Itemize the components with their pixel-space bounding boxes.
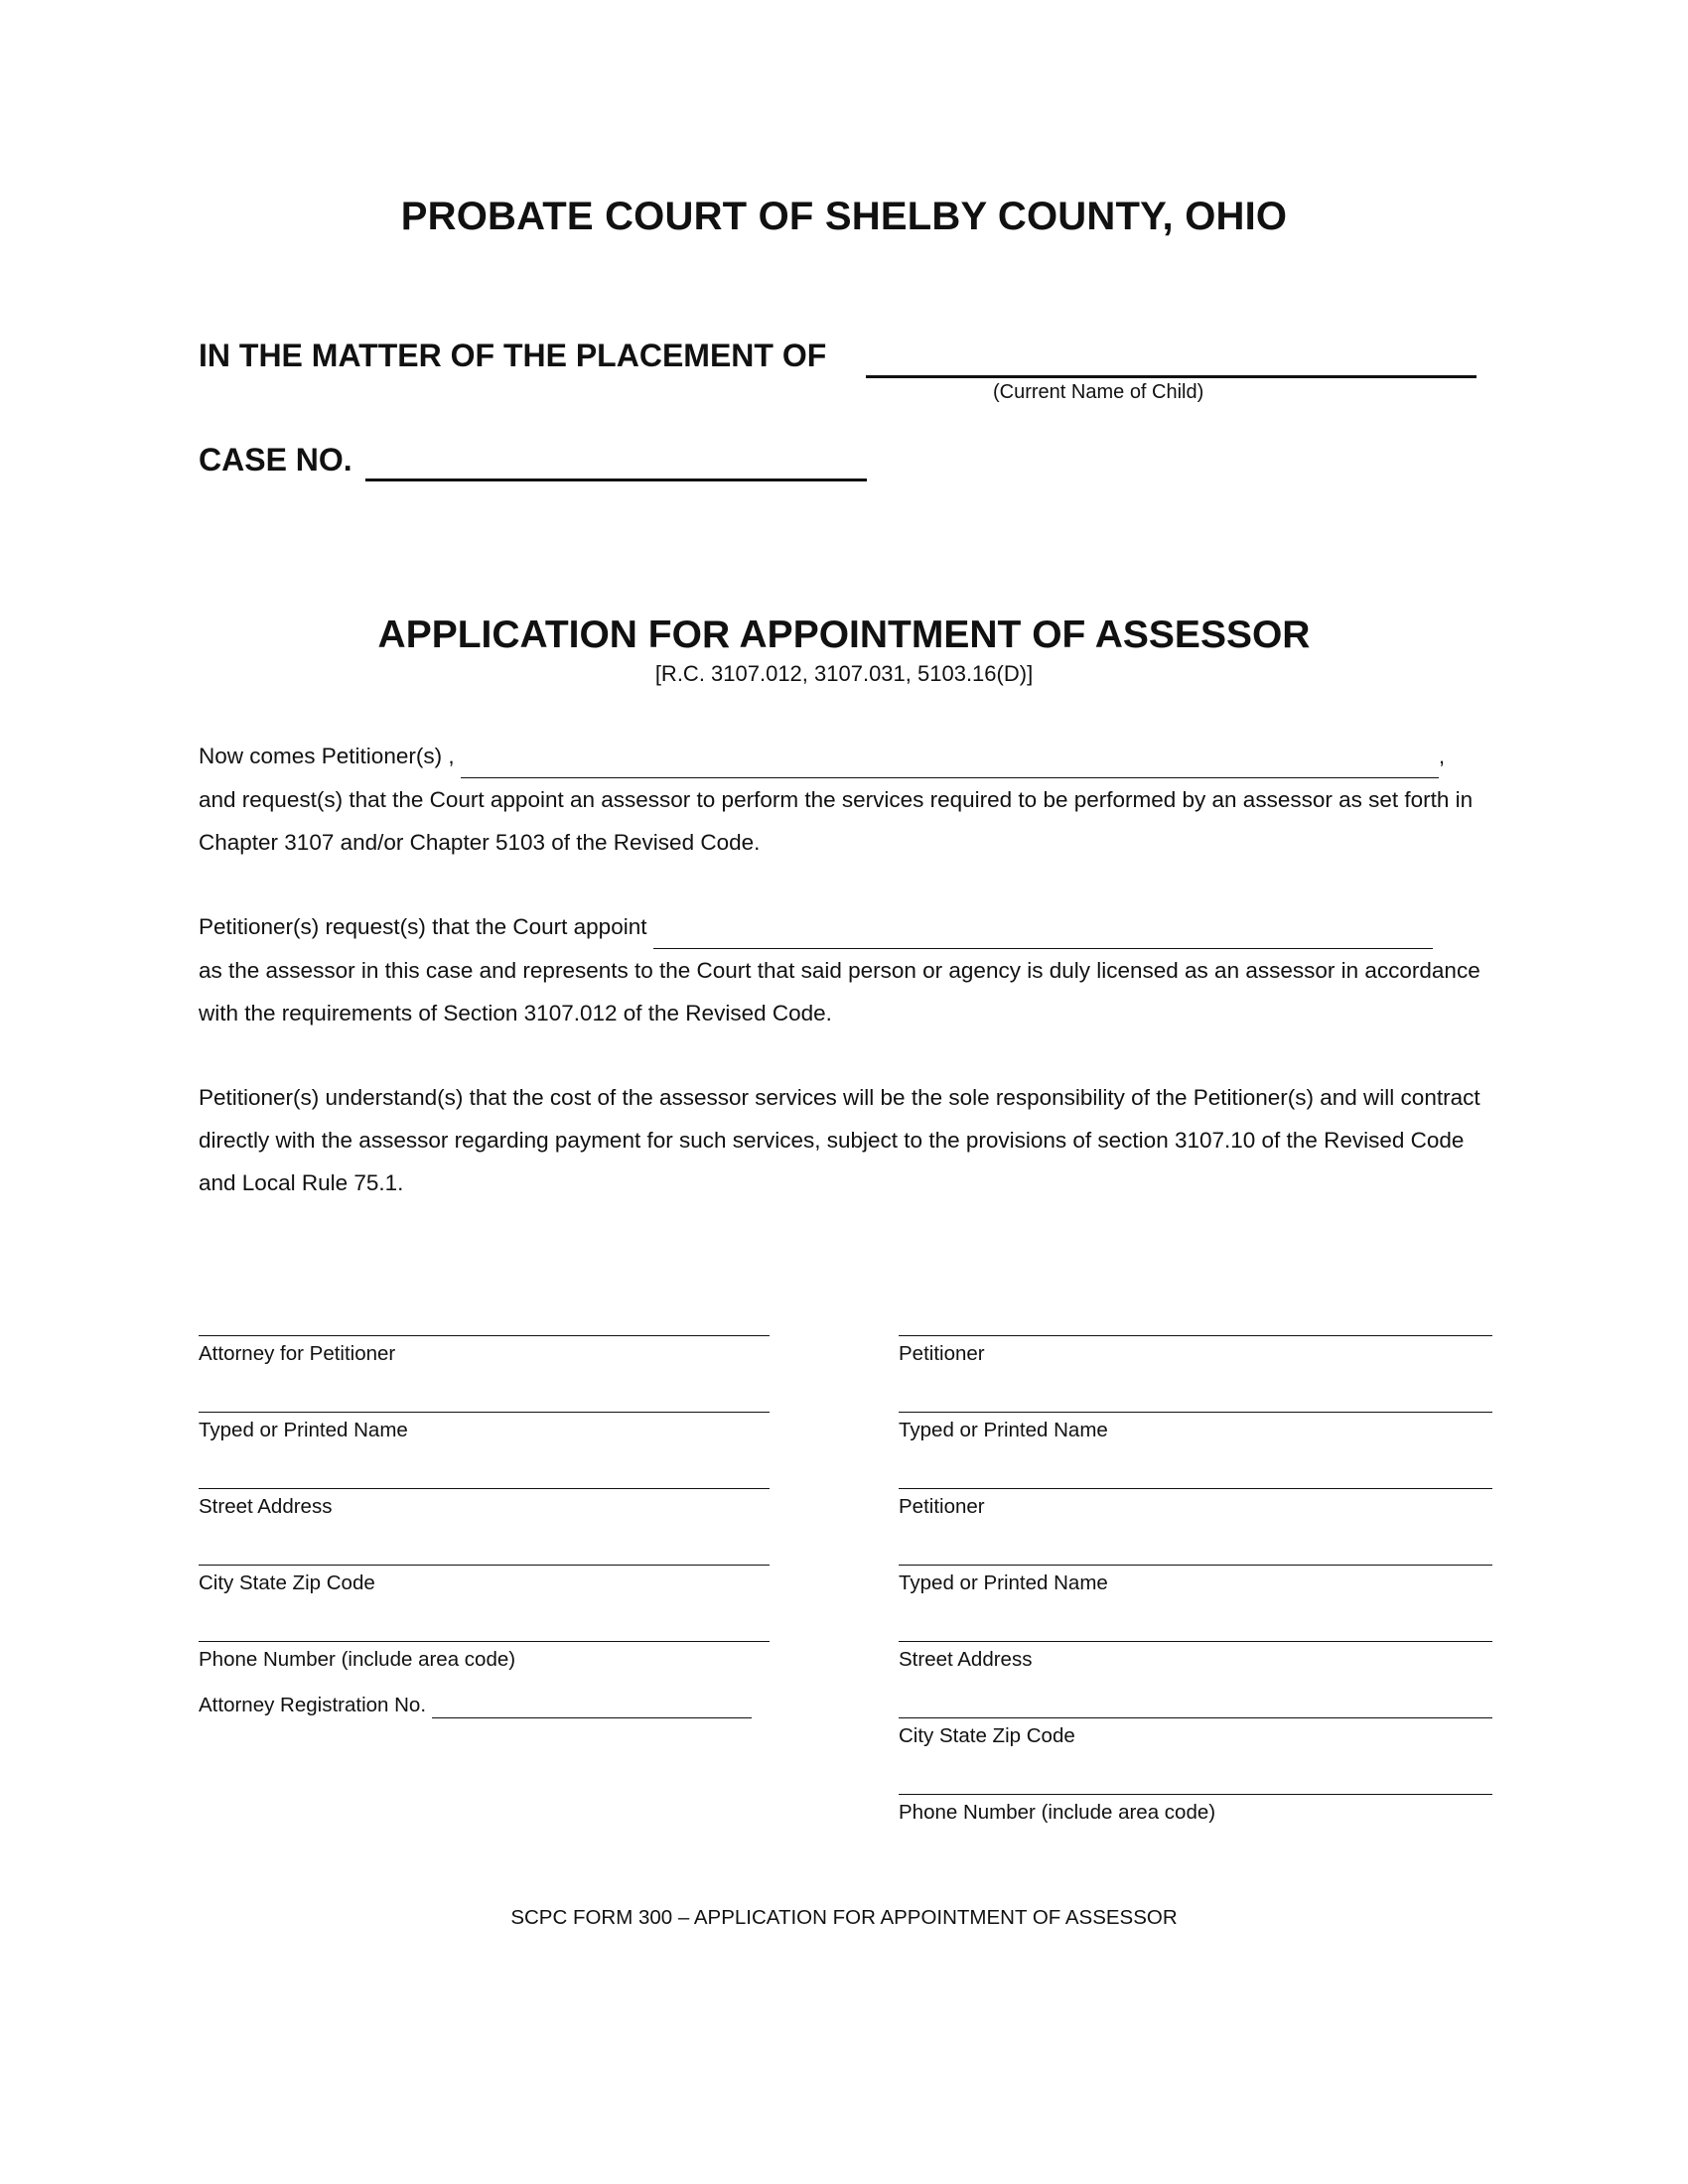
- p1-prefix: Now comes Petitioner(s) ,: [199, 744, 455, 768]
- attorney-signature-label: Attorney for Petitioner: [199, 1342, 396, 1365]
- petitioner-phone-label: Phone Number (include area code): [899, 1801, 1216, 1824]
- petitioner2-signature-line[interactable]: [899, 1488, 1492, 1489]
- form-footer: SCPC FORM 300 – APPLICATION FOR APPOINTMENT OF ASSESSOR: [510, 1906, 1178, 1929]
- petitioner-phone-line[interactable]: [899, 1794, 1492, 1795]
- attorney-city-label: City State Zip Code: [199, 1571, 375, 1594]
- petitioner1-signature-line[interactable]: [899, 1335, 1492, 1336]
- attorney-registration-field[interactable]: [432, 1694, 752, 1718]
- petitioner2-signature-label: Petitioner: [899, 1495, 985, 1518]
- case-number-field[interactable]: [365, 478, 867, 481]
- p1-suffix: ,: [1438, 744, 1446, 768]
- attorney-phone-line[interactable]: [199, 1641, 770, 1642]
- petitioner-city-label: City State Zip Code: [899, 1724, 1075, 1747]
- paragraph-appoint: [199, 905, 1499, 1034]
- child-name-caption: (Current Name of Child): [993, 381, 1204, 403]
- petitioner1-signature-label: Petitioner: [899, 1342, 985, 1365]
- signature-block-attorney: [199, 1335, 770, 1718]
- petitioner2-printed-name-line[interactable]: [899, 1565, 1492, 1566]
- matter-label: IN THE MATTER OF THE PLACEMENT OF: [199, 338, 827, 373]
- petitioner2-printed-name-label: Typed or Printed Name: [899, 1571, 1108, 1594]
- attorney-phone-label: Phone Number (include area code): [199, 1648, 516, 1671]
- attorney-printed-name-label: Typed or Printed Name: [199, 1419, 408, 1441]
- attorney-registration: [199, 1694, 770, 1718]
- petitioner1-printed-name-label: Typed or Printed Name: [899, 1419, 1108, 1441]
- case-number-label: CASE NO.: [199, 442, 352, 478]
- p2-rest: as the assessor in this case and represents to the Court that said person or agency is duly licensed as an assessor in accordance with the requirements of Section 3107.012 of the Revised Code.: [199, 958, 1480, 1025]
- paragraph-petitioners: [199, 735, 1499, 864]
- attorney-registration-label: Attorney Registration No.: [199, 1694, 427, 1716]
- assessor-name-field[interactable]: [653, 905, 1433, 949]
- petitioner-city-line[interactable]: [899, 1717, 1492, 1718]
- court-title: PROBATE COURT OF SHELBY COUNTY, OHIO: [400, 195, 1288, 238]
- signature-block-petitioners: [899, 1335, 1492, 1870]
- attorney-street-label: Street Address: [199, 1495, 333, 1518]
- attorney-street-line[interactable]: [199, 1488, 770, 1489]
- form-title: APPLICATION FOR APPOINTMENT OF ASSESSOR: [377, 614, 1311, 656]
- paragraph-cost: Petitioner(s) understand(s) that the cost of the assessor services will be the sole responsibility of the Petitioner(s) and will contract directly with the assessor regarding payment for such services, subject to the provisions of section 3107.10 of the Revised Code and Local Rule 75.1.: [199, 1085, 1480, 1195]
- child-name-field[interactable]: [866, 375, 1477, 378]
- p1-rest: and request(s) that the Court appoint an assessor to perform the services required to be performed by an assessor as set forth in Chapter 3107 and/or Chapter 5103 of the Revised Code.: [199, 787, 1474, 855]
- petitioner-names-field[interactable]: [461, 735, 1439, 778]
- petitioner-street-line[interactable]: [899, 1641, 1492, 1642]
- p2-prefix: Petitioner(s) request(s) that the Court appoint: [199, 914, 647, 939]
- petitioner-street-label: Street Address: [899, 1648, 1033, 1671]
- attorney-printed-name-line[interactable]: [199, 1412, 770, 1413]
- attorney-signature-line[interactable]: [199, 1335, 770, 1336]
- petitioner1-printed-name-line[interactable]: [899, 1412, 1492, 1413]
- attorney-city-line[interactable]: [199, 1565, 770, 1566]
- statute-citation: [R.C. 3107.012, 3107.031, 5103.16(D)]: [654, 661, 1034, 686]
